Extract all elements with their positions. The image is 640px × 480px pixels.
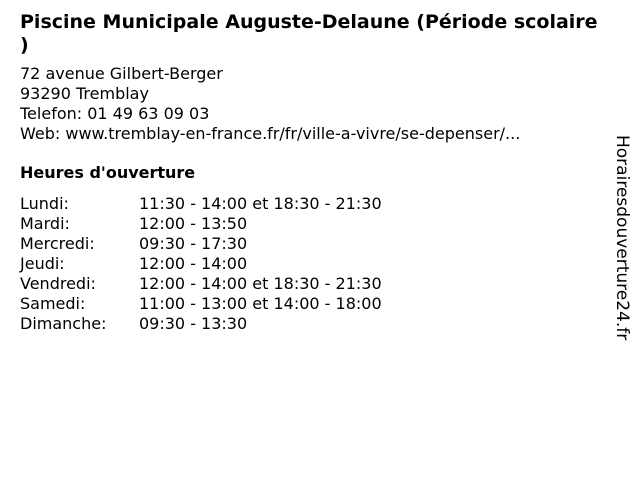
city: 93290 Tremblay bbox=[20, 84, 149, 103]
hours-row-samedi bbox=[20, 294, 382, 314]
hours-row-dimanche bbox=[20, 314, 382, 334]
hours-row-jeudi bbox=[20, 254, 382, 274]
time-range: 12:00 - 14:00 et 18:30 - 21:30 bbox=[139, 274, 382, 293]
address-block bbox=[20, 64, 520, 144]
title-line-1: Piscine Municipale Auguste-Delaune (Période scolaire bbox=[20, 11, 598, 33]
day-label: Mercredi: bbox=[20, 234, 95, 253]
hours-row-mercredi bbox=[20, 234, 382, 254]
opening-hours-table bbox=[20, 194, 382, 334]
hours-heading: Heures d'ouverture bbox=[20, 163, 196, 182]
hours-row-vendredi bbox=[20, 274, 382, 294]
phone-number: Telefon: 01 49 63 09 03 bbox=[20, 104, 210, 123]
title-line-2: ) bbox=[20, 34, 29, 56]
day-label: Dimanche: bbox=[20, 314, 107, 333]
time-range: 09:30 - 17:30 bbox=[139, 234, 248, 253]
page-title bbox=[20, 11, 612, 57]
time-range: 09:30 - 13:30 bbox=[139, 314, 248, 333]
hours-row-mardi bbox=[20, 214, 382, 234]
day-label: Vendredi: bbox=[20, 274, 96, 293]
site-watermark: Horairesdouverture24.fr bbox=[612, 135, 632, 341]
day-label: Samedi: bbox=[20, 294, 86, 313]
street-address: 72 avenue Gilbert-Berger bbox=[20, 64, 223, 83]
hours-row-lundi bbox=[20, 194, 382, 214]
day-label: Lundi: bbox=[20, 194, 69, 213]
website-link[interactable]: Web: www.tremblay-en-france.fr/fr/ville-a-vivre/se-depenser/... bbox=[20, 124, 521, 143]
time-range: 12:00 - 13:50 bbox=[139, 214, 248, 233]
day-label: Mardi: bbox=[20, 214, 70, 233]
time-range: 11:00 - 13:00 et 14:00 - 18:00 bbox=[139, 294, 382, 313]
time-range: 12:00 - 14:00 bbox=[139, 254, 248, 273]
time-range: 11:30 - 14:00 et 18:30 - 21:30 bbox=[139, 194, 382, 213]
day-label: Jeudi: bbox=[20, 254, 65, 273]
